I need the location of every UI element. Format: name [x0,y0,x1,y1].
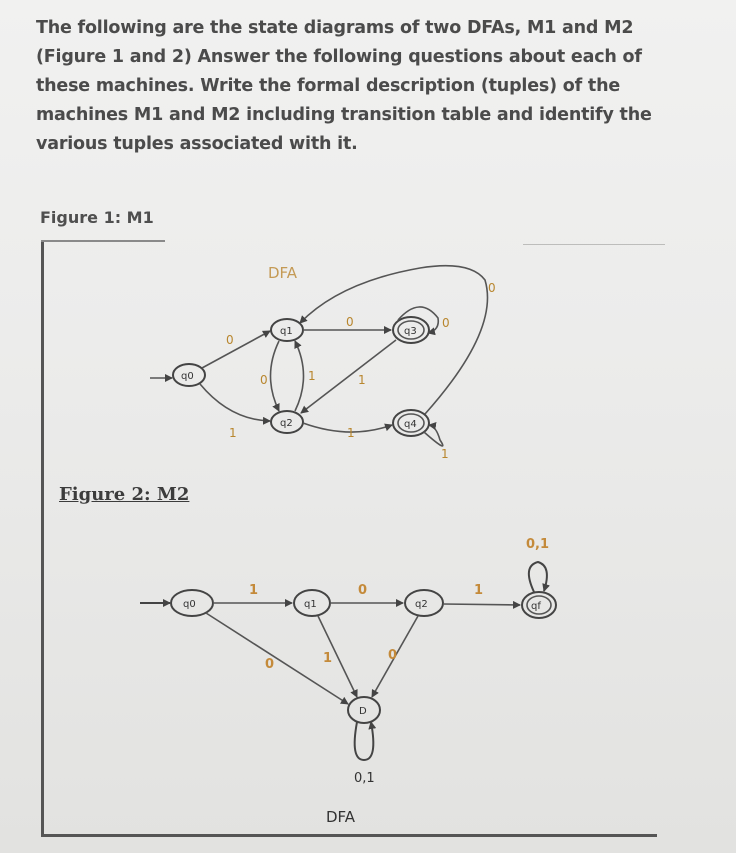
figure2-caption: DFA [326,808,356,826]
m1-edge-q4-self-label: 1 [441,447,449,461]
m2-state-D-label: D [359,706,367,717]
m1-state-q3-accepting [393,317,429,343]
m1-state-q3-label: q3 [404,326,417,337]
m2-edge-q0-D-label: 0 [265,657,275,672]
m1-state-q0 [173,364,205,386]
m2-edge-q0-q1-label: 1 [249,583,259,598]
m1-edge-q3-q2-label: 1 [358,373,366,387]
m1-edge-q0-q2-label: 1 [229,426,237,440]
m2-state-q0 [171,590,213,616]
m1-state-q1-label: q1 [280,326,293,337]
m1-state-q1 [271,319,303,341]
m1-edge-q2-q1-label: 1 [308,369,316,383]
m2-state-q2-label: q2 [415,599,428,610]
m1-state-q2-label: q2 [280,418,293,429]
m1-edge-q1-q2 [271,341,280,411]
figure1-caption: DFA [268,264,298,282]
m2-state-q1 [294,590,330,616]
m1-edge-q0-q1-label: 0 [226,333,234,347]
m1-edge-q2-q1 [295,341,304,411]
m1-edge-q1-q2-label: 0 [260,373,268,387]
m2-edge-q1-q2-label: 0 [358,583,368,598]
m1-edge-q3-self-label: 0 [442,316,450,330]
m2-edge-qf-self-label: 0,1 [526,537,550,552]
m1-state-q2 [271,411,303,433]
figure2-diagram [140,537,556,826]
m1-state-q4-accepting [393,410,429,436]
m2-edge-q2-qf-label: 1 [474,583,484,598]
m2-edge-D-self-label: 0,1 [354,771,375,786]
m2-edge-q1-D-label: 1 [323,651,333,666]
m2-edge-qf-self [529,562,547,592]
m2-state-q0-label: q0 [183,599,196,610]
question-text: The following are the state diagrams of two DFAs, M1 and M2 (Figure 1 and 2) Answer the following questions about each of these machines. Write the formal description (tuples) of the machines M1 and M2 including transition table and identify the various tuples associated with it. [36,18,652,154]
m2-state-D-dead [348,697,380,723]
m1-edge-q0-q1 [202,331,270,368]
m2-state-qf-accepting [522,592,556,618]
m1-edge-q4-q1-label: 0 [488,281,496,295]
m2-state-qf-label: qf [531,601,541,612]
figure2-label: Figure 2: M2 [59,484,190,505]
m1-state-q4-label: q4 [404,419,417,430]
m1-state-q0-label: q0 [181,371,194,382]
m2-state-q2 [405,590,443,616]
figure1-label: Figure 1: M1 [40,208,154,227]
m2-edge-q2-qf [443,604,520,605]
m1-edge-q0-q2 [200,384,270,421]
m1-edge-q2-q4-label: 1 [347,426,355,440]
figure1-diagram [150,264,496,461]
m2-state-q1-label: q1 [304,599,317,610]
m1-edge-q1-q3-label: 0 [346,315,354,329]
m2-edge-D-self [355,722,374,760]
m2-edge-q2-D-label: 0 [388,648,398,663]
